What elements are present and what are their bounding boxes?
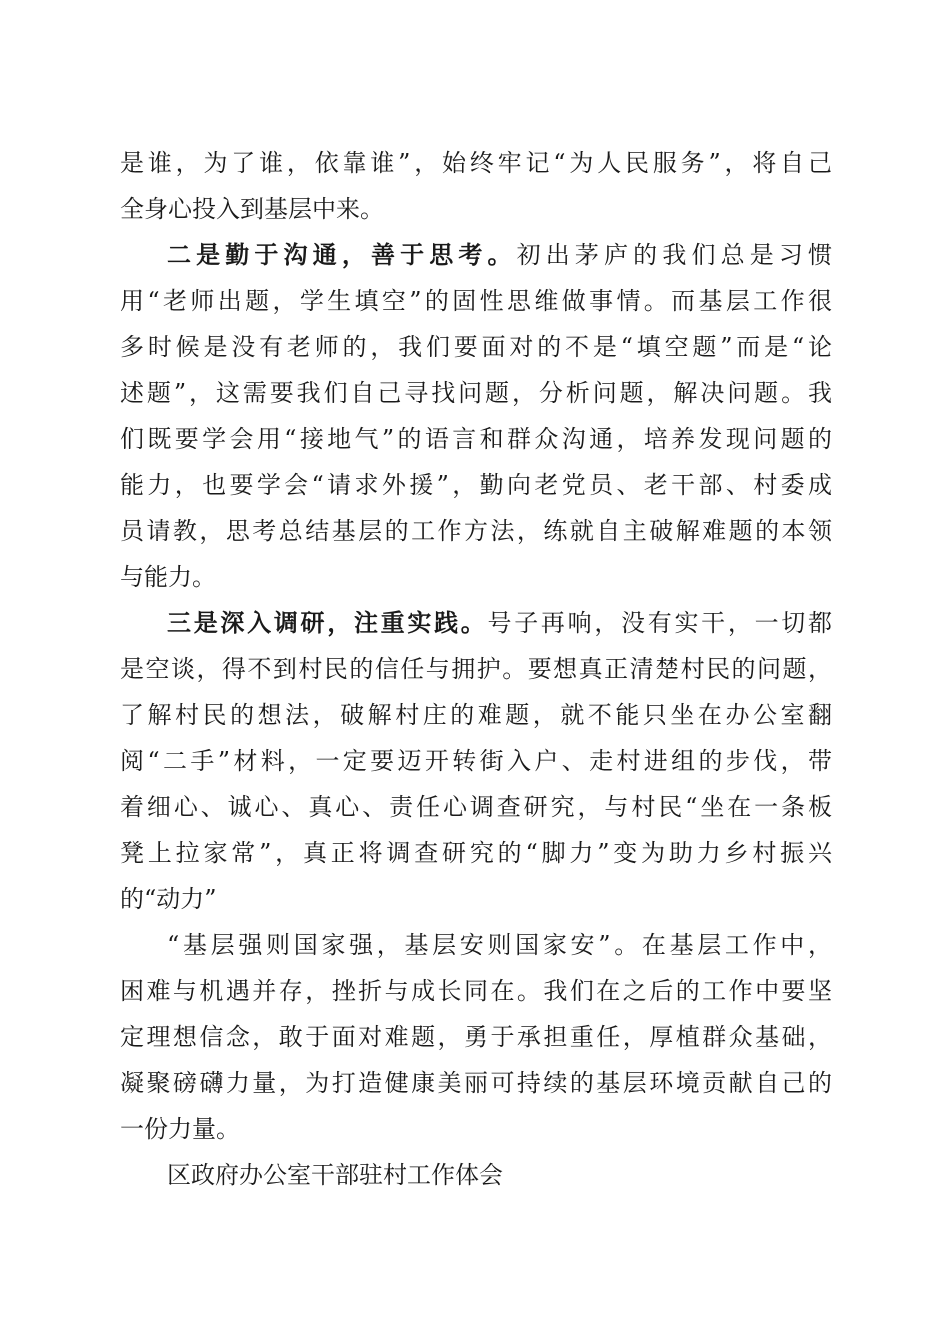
paragraph-2-line-2: 用“老师出题，学生填空”的固性思维做事情。而基层工作很 (120, 287, 832, 315)
paragraph-2-line-8: 与能力。 (120, 563, 216, 591)
paragraph-2-line-1-text: 初出茅庐的我们总是习惯 (516, 241, 833, 269)
paragraph-2-line-4: 述题”，这需要我们自己寻找问题，分析问题，解决问题。我 (120, 379, 832, 407)
paragraph-2-line-7: 员请教，思考总结基层的工作方法，练就自主破解难题的本领 (120, 517, 832, 545)
paragraph-3-heading: 三是深入调研，注重实践。 (167, 608, 488, 637)
paragraph-3-line-4: 阅“二手”材料，一定要迈开转街入户、走村进组的步伐，带 (120, 747, 832, 775)
paragraph-4-line-5: 一份力量。 (120, 1115, 240, 1143)
paragraph-2-line-1 (167, 235, 832, 275)
paragraph-4-line-4: 凝聚磅礴力量，为打造健康美丽可持续的基层环境贡献自己的 (120, 1069, 832, 1097)
paragraph-4-line-1: “基层强则国家强，基层安则国家安”。在基层工作中， (167, 931, 832, 959)
paragraph-3-line-5: 着细心、诚心、真心、责任心调查研究，与村民“坐在一条板 (120, 793, 832, 821)
paragraph-1-line-1: 是谁，为了谁，依靠谁”，始终牢记“为人民服务”，将自己 (120, 149, 832, 177)
paragraph-3-line-6: 凳上拉家常”，真正将调查研究的“脚力”变为助力乡村振兴 (120, 839, 832, 867)
paragraph-3-line-7: 的“动力” (120, 885, 217, 913)
paragraph-4-line-2: 困难与机遇并存，挫折与成长同在。我们在之后的工作中要坚 (120, 977, 832, 1005)
paragraph-3-line-1 (167, 603, 832, 643)
paragraph-2-line-3: 多时候是没有老师的，我们要面对的不是“填空题”而是“论 (120, 333, 832, 361)
paragraph-3-line-2: 是空谈，得不到村民的信任与拥护。要想真正清楚村民的问题， (120, 655, 832, 683)
paragraph-3-line-1-text: 号子再响，没有实干，一切都 (487, 609, 832, 637)
document-title-line: 区政府办公室干部驻村工作体会 (167, 1161, 503, 1189)
paragraph-4-line-3: 定理想信念，敢于面对难题，勇于承担重任，厚植群众基础， (120, 1023, 832, 1051)
paragraph-2-heading: 二是勤于沟通，善于思考。 (167, 240, 517, 269)
paragraph-3-line-3: 了解村民的想法，破解村庄的难题，就不能只坐在办公室翻 (120, 701, 832, 729)
paragraph-1-line-2: 全身心投入到基层中来。 (120, 195, 384, 223)
paragraph-2-line-5: 们既要学会用“接地气”的语言和群众沟通，培养发现问题的 (120, 425, 832, 453)
paragraph-2-line-6: 能力，也要学会“请求外援”，勤向老党员、老干部、村委成 (120, 471, 832, 499)
